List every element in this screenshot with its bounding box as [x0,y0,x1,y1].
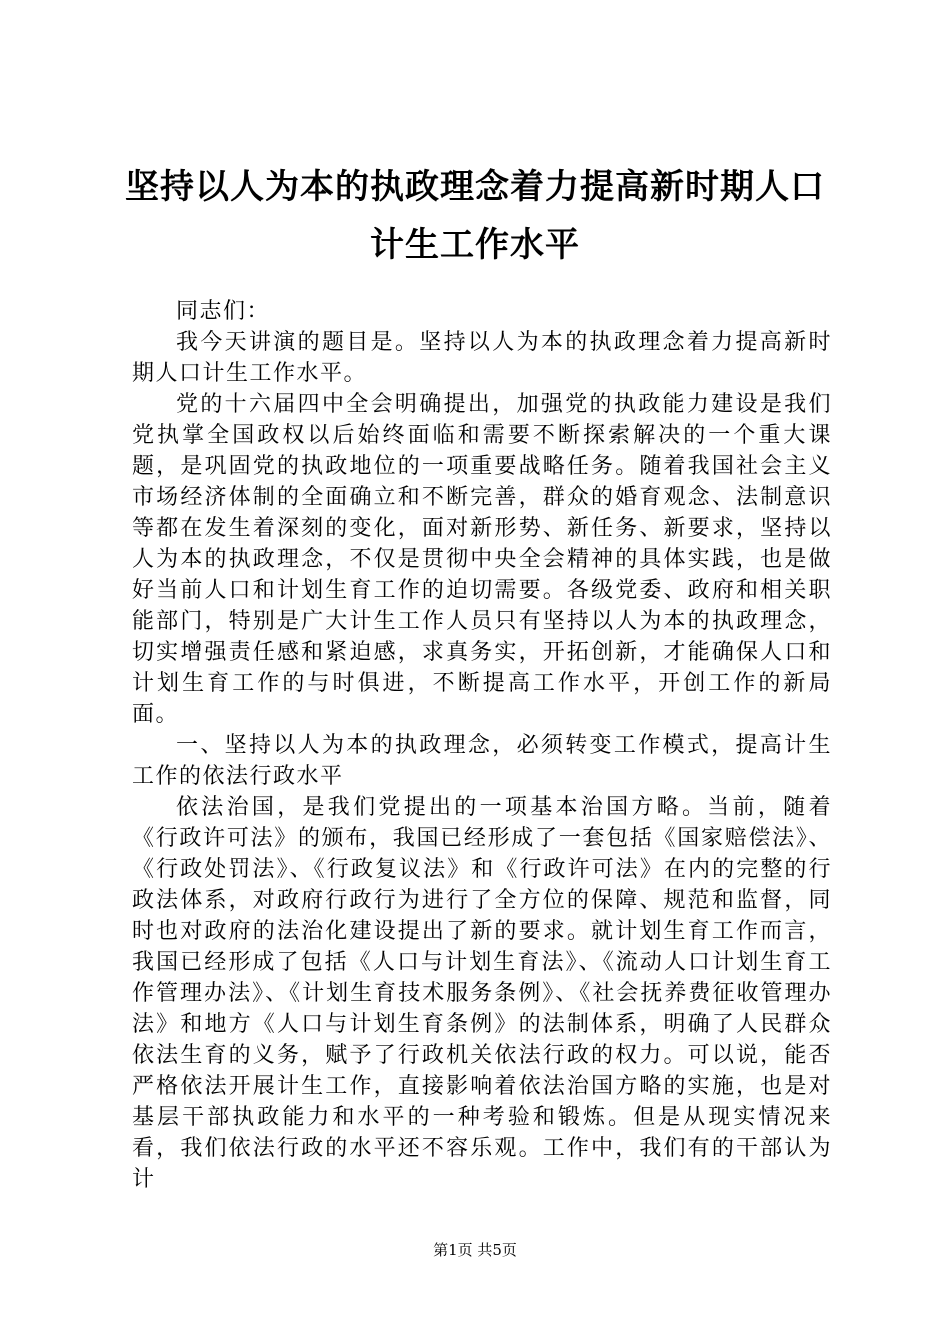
page-footer: 第1页 共5页 [433,1241,517,1259]
paragraph-rule-of-law: 依法治国，是我们党提出的一项基本治国方略。当前，随着《行政许可法》的颁布，我国已经形成了一套包括《国家赔偿法》、《行政处罚法》、《行政复议法》和《行政许可法》在内的完整的行政法体系，对政府行政行为进行了全方位的保障、规范和监督，同时也对政府的法治化建设提出了新的要求。就计划生育工作而言，我国已经形成了包括《人口与计划生育法》、《流动人口计划生育工作管理办法》、《计划生育技术服务条例》、《社会抚养费征收管理办法》和地方《人口与计划生育条例》的法制体系，明确了人民群众依法生育的义务，赋予了行政机关依法行政的权力。可以说，能否严格依法开展计生工作，直接影响着依法治国方略的实施，也是对基层干部执政能力和水平的一种考验和锻炼。但是从现实情况来看，我们依法行政的水平还不容乐观。工作中，我们有的干部认为计 [132,795,832,1192]
paragraph-background: 党的十六届四中全会明确提出，加强党的执政能力建设是我们党执掌全国政权以后始终面临和需要不断探索解决的一个重大课题，是巩固党的执政地位的一项重要战略任务。随着我国社会主义市场经济体制的全面确立和不断完善，群众的婚育观念、法制意识等都在发生着深刻的变化，面对新形势、新任务、新要求，坚持以人为本的执政理念，不仅是贯彻中央全会精神的具体实践，也是做好当前人口和计划生育工作的迫切需要。各级党委、政府和相关职能部门，特别是广大计生工作人员只有坚持以人为本的执政理念，切实增强责任感和紧迫感，求真务实，开拓创新，才能确保人口和计划生育工作的与时俱进，不断提高工作水平，开创工作的新局面。 [132,392,832,727]
paragraph-salutation: 同志们： [176,299,271,324]
section-heading-1: 一、坚持以人为本的执政理念，必须转变工作模式，提高计生工作的依法行政水平 [132,733,832,789]
document-body [132,296,832,1195]
document-title: 坚持以人为本的执政理念着力提高新时期人口计生工作水平 [125,167,825,265]
paragraph-topic: 我今天讲演的题目是。坚持以人为本的执政理念着力提高新时期人口计生工作水平。 [132,330,832,386]
